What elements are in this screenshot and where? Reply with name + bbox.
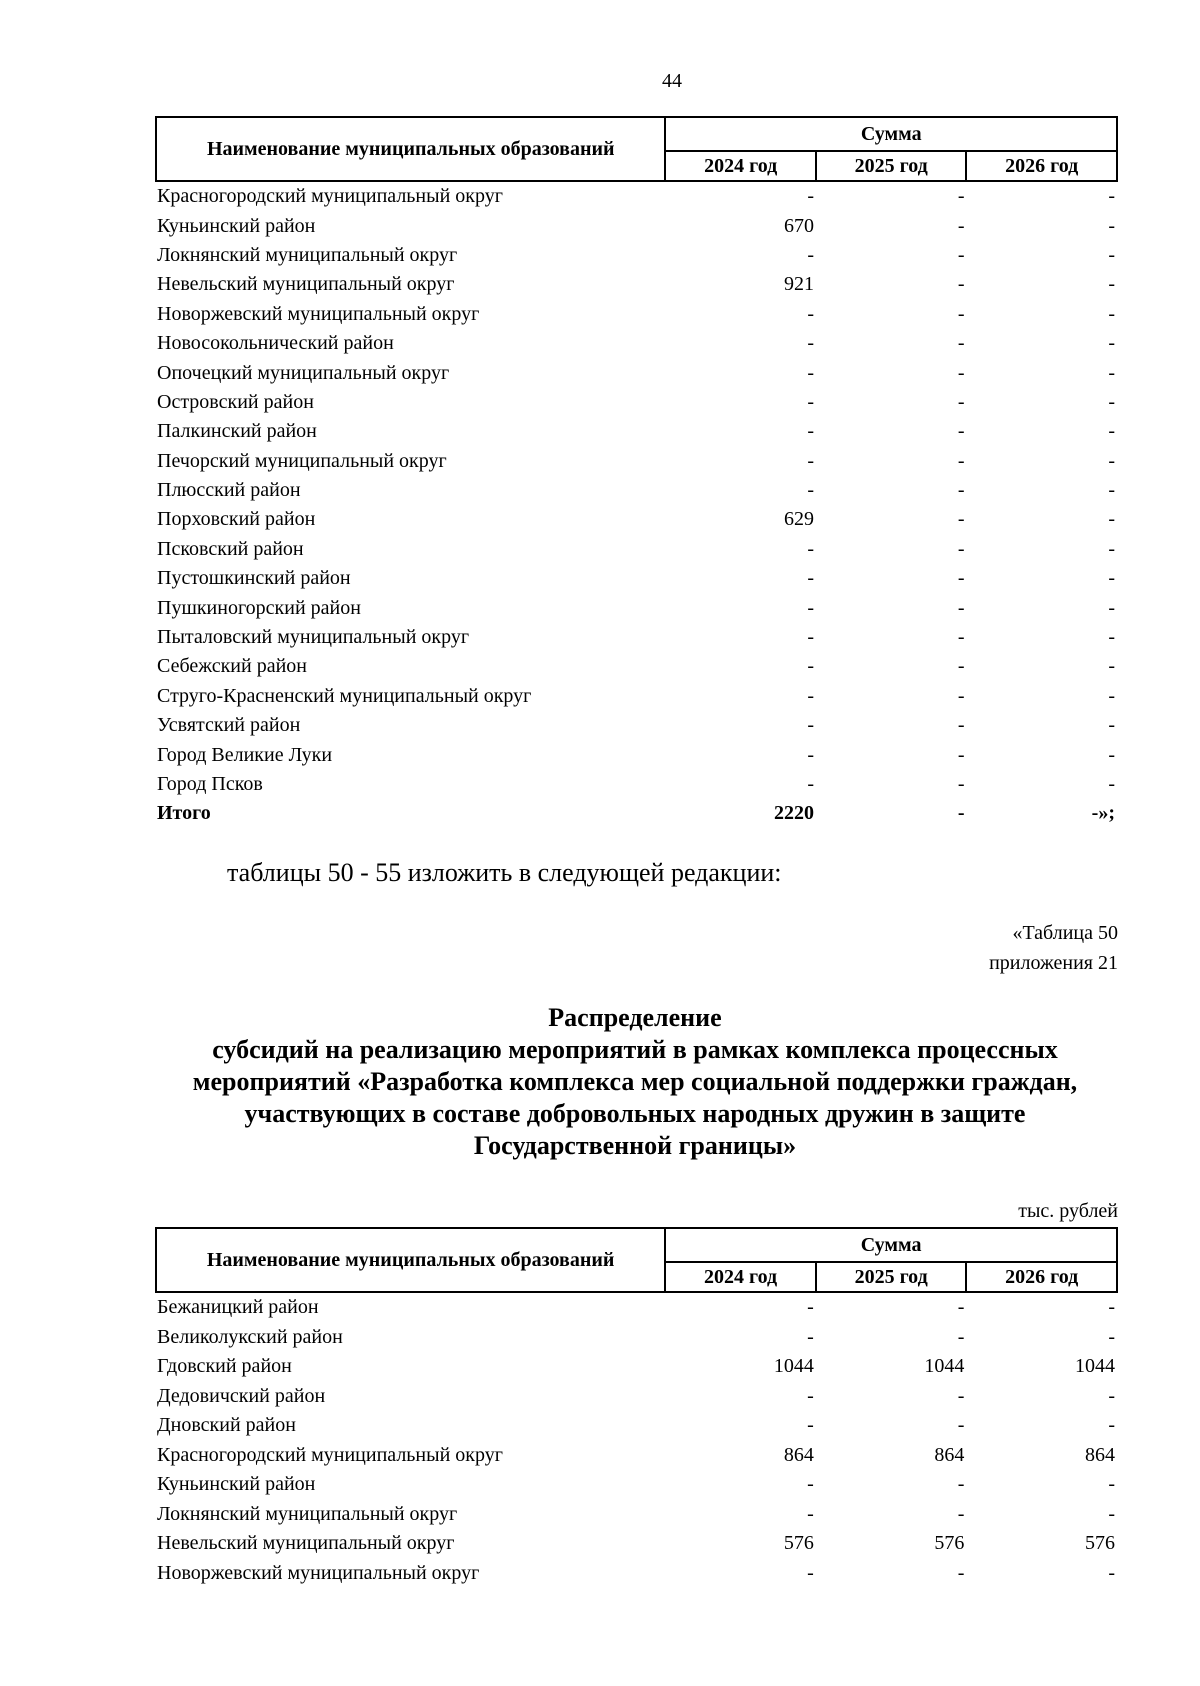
value-2025-cell: - <box>957 273 965 296</box>
value-2026-cell: - <box>1108 185 1115 208</box>
value-2026-cell: - <box>1108 508 1115 531</box>
value-2026-cell: - <box>1108 714 1115 737</box>
value-2026-cell: - <box>1108 449 1115 472</box>
value-2025-cell: - <box>957 537 965 560</box>
value-2026-cell: - <box>1108 596 1115 619</box>
table-row <box>156 1470 1117 1500</box>
value-2026-cell: - <box>1108 1473 1115 1496</box>
table-row <box>156 564 1117 593</box>
value-2024-cell: 864 <box>783 1443 814 1466</box>
table-row <box>156 447 1117 476</box>
value-2024-cell: 1044 <box>773 1355 814 1378</box>
municipality-cell: Новосокольнический район <box>157 332 394 355</box>
municipality-cell: Великолукский район <box>157 1325 343 1348</box>
value-2024-cell: 921 <box>783 273 814 296</box>
table-row <box>156 1441 1117 1471</box>
value-2025-cell: - <box>957 1384 965 1407</box>
value-2026-cell: - <box>1108 1384 1115 1407</box>
value-2025-cell: - <box>957 684 965 707</box>
value-2025-cell: - <box>957 1561 965 1584</box>
table-reference-number: «Таблица 50 <box>1012 922 1118 944</box>
value-2024-cell: - <box>807 1502 814 1525</box>
value-2026-cell: 864 <box>1085 1443 1115 1466</box>
table-row <box>156 1292 1117 1323</box>
value-2024-cell: - <box>807 420 814 443</box>
value-2024-cell: - <box>807 567 814 590</box>
value-2026-cell: - <box>1108 567 1115 590</box>
table-row <box>156 300 1117 329</box>
municipality-cell: Дновский район <box>157 1414 296 1437</box>
municipality-cell: Куньинский район <box>157 214 316 237</box>
column-header-sum: Сумма <box>665 117 1117 151</box>
value-2025-cell: - <box>957 479 965 502</box>
value-2024-cell: - <box>807 479 814 502</box>
table-row <box>156 1500 1117 1530</box>
title-line: Государственной границы» <box>473 1131 797 1160</box>
value-2026-cell: 1044 <box>1075 1355 1115 1378</box>
table-row <box>156 388 1117 417</box>
value-2025-cell: - <box>957 1414 965 1437</box>
value-2024-cell: - <box>807 537 814 560</box>
column-header-2026: 2026 год <box>966 1262 1117 1292</box>
municipality-cell: Новоржевский муниципальный округ <box>157 302 480 325</box>
value-2025-cell: 1044 <box>924 1355 965 1378</box>
value-2024-cell: - <box>807 773 814 795</box>
value-2025-cell: - <box>957 508 965 531</box>
column-header-2024: 2024 год <box>665 1262 816 1292</box>
table-row <box>156 181 1117 211</box>
value-2025-cell: 576 <box>934 1532 965 1555</box>
municipality-cell: Струго-Красненский муниципальный округ <box>157 684 532 707</box>
table-body <box>156 1292 1117 1588</box>
column-header-2025: 2025 год <box>816 1262 967 1292</box>
value-2025-cell: - <box>957 1325 965 1348</box>
table-row <box>156 476 1117 505</box>
value-2024-cell: - <box>807 1561 814 1584</box>
value-2026-cell: - <box>1108 626 1115 649</box>
value-2025-cell: - <box>957 214 965 237</box>
value-2026-cell: - <box>1108 361 1115 384</box>
value-2026-cell: - <box>1108 332 1115 355</box>
value-2025-cell: - <box>957 243 965 266</box>
table-row <box>156 1382 1117 1412</box>
value-2026-cell: - <box>1108 537 1115 560</box>
value-2025-cell: - <box>957 714 965 737</box>
value-2024-cell: 629 <box>783 508 814 531</box>
table-row <box>156 211 1117 240</box>
table-row <box>156 1559 1117 1589</box>
units-label: тыс. рублей <box>1018 1200 1118 1222</box>
value-2026-cell: - <box>1108 1414 1115 1437</box>
value-2024-cell: - <box>807 361 814 384</box>
municipality-cell: Пустошкинский район <box>157 567 351 590</box>
value-2024-cell: - <box>807 302 814 325</box>
municipality-cell: Невельский муниципальный округ <box>157 273 455 296</box>
value-2026-cell: - <box>1108 243 1115 266</box>
value-2025-cell: - <box>957 802 965 825</box>
value-2026-cell: - <box>1108 420 1115 443</box>
table-row <box>156 270 1117 299</box>
municipality-cell: Город Великие Луки <box>157 743 333 766</box>
value-2025-cell: - <box>957 185 965 208</box>
table-row <box>156 740 1117 769</box>
column-header-2026: 2026 год <box>966 151 1117 181</box>
municipality-cell: Порховский район <box>157 508 316 531</box>
subsidy-table-previous <box>155 116 1118 829</box>
municipality-cell: Опочецкий муниципальный округ <box>157 361 450 384</box>
municipality-cell: Куньинский район <box>157 1473 316 1496</box>
table-row <box>156 711 1117 740</box>
municipality-cell: Город Псков <box>157 773 263 795</box>
value-2026-cell: - <box>1108 1561 1115 1584</box>
table-row <box>156 1323 1117 1353</box>
municipality-cell: Печорский муниципальный округ <box>157 449 447 472</box>
value-2024-cell: - <box>807 1296 814 1319</box>
table-row <box>156 593 1117 622</box>
municipality-cell: Пыталовский муниципальный округ <box>157 626 470 649</box>
title-line: субсидий на реализацию мероприятий в рамках комплекса процессных <box>212 1035 1058 1064</box>
municipality-cell: Локнянский муниципальный округ <box>157 243 458 266</box>
municipality-cell: Плюсский район <box>157 479 301 502</box>
value-2026-cell: - <box>1108 1296 1115 1319</box>
value-2025-cell: - <box>957 567 965 590</box>
value-2026-cell: - <box>1108 1325 1115 1348</box>
title-line: участвующих в составе добровольных народных дружин в защите <box>244 1099 1026 1128</box>
value-2024-cell: - <box>807 390 814 413</box>
value-2026-cell: - <box>1108 773 1115 795</box>
value-2024-cell: - <box>807 684 814 707</box>
value-2025-cell: - <box>957 332 965 355</box>
value-2024-cell: - <box>807 243 814 266</box>
value-2026-cell: - <box>1108 390 1115 413</box>
value-2024-cell: - <box>807 1325 814 1348</box>
table-row <box>156 623 1117 652</box>
value-2025-cell: - <box>957 420 965 443</box>
column-header-municipality: Наименование муниципальных образований <box>156 117 665 181</box>
value-2024-cell: - <box>807 1414 814 1437</box>
table-body <box>156 181 1117 829</box>
column-header-sum: Сумма <box>665 1228 1117 1262</box>
municipality-cell: Красногородский муниципальный округ <box>157 1443 503 1466</box>
title-line: Распределение <box>548 1003 722 1032</box>
municipality-cell: Новоржевский муниципальный округ <box>157 1561 480 1584</box>
value-2026-cell: -»; <box>1091 802 1115 825</box>
table-row <box>156 1352 1117 1382</box>
table-row <box>156 417 1117 446</box>
document-title <box>145 1002 1125 1162</box>
municipality-cell: Красногородский муниципальный округ <box>157 185 503 208</box>
table-row <box>156 770 1117 799</box>
table-row <box>156 358 1117 387</box>
value-2024-cell: 576 <box>783 1532 814 1555</box>
value-2025-cell: - <box>957 302 965 325</box>
value-2026-cell: - <box>1108 655 1115 678</box>
value-2024-cell: - <box>807 1384 814 1407</box>
table-row <box>156 505 1117 534</box>
column-header-2025: 2025 год <box>816 151 967 181</box>
title-line: мероприятий «Разработка комплекса мер социальной поддержки граждан, <box>192 1067 1078 1096</box>
table-row <box>156 682 1117 711</box>
value-2025-cell: - <box>957 1296 965 1319</box>
value-2024-cell: - <box>807 626 814 649</box>
value-2025-cell: - <box>957 361 965 384</box>
value-2026-cell: - <box>1108 273 1115 296</box>
table-reference <box>989 918 1118 978</box>
table-reference-appendix: приложения 21 <box>989 952 1118 974</box>
table-row <box>156 241 1117 270</box>
value-2026-cell: - <box>1108 743 1115 766</box>
table-row <box>156 329 1117 358</box>
value-2026-cell: - <box>1108 1502 1115 1525</box>
value-2024-cell: 2220 <box>773 802 814 825</box>
column-header-municipality: Наименование муниципальных образований <box>156 1228 665 1292</box>
value-2025-cell: - <box>957 743 965 766</box>
total-row <box>156 799 1117 828</box>
municipality-cell: Локнянский муниципальный округ <box>157 1502 458 1525</box>
table-row <box>156 1411 1117 1441</box>
subsidy-table-50 <box>155 1227 1118 1588</box>
table-row <box>156 1529 1117 1559</box>
municipality-cell: Псковский район <box>157 537 304 560</box>
value-2025-cell: - <box>957 1502 965 1525</box>
municipality-cell: Гдовский район <box>157 1355 292 1378</box>
value-2024-cell: 670 <box>783 214 814 237</box>
instruction-text: таблицы 50 - 55 изложить в следующей редакции: <box>227 858 782 887</box>
municipality-cell: Невельский муниципальный округ <box>157 1532 455 1555</box>
value-2025-cell: - <box>957 655 965 678</box>
value-2024-cell: - <box>807 1473 814 1496</box>
value-2024-cell: - <box>807 185 814 208</box>
municipality-cell: Островский район <box>157 390 314 413</box>
value-2025-cell: 864 <box>934 1443 965 1466</box>
table-row <box>156 652 1117 681</box>
municipality-cell: Бежаницкий район <box>157 1296 319 1319</box>
municipality-cell: Итого <box>157 802 211 825</box>
value-2026-cell: 576 <box>1085 1532 1115 1555</box>
value-2025-cell: - <box>957 596 965 619</box>
value-2024-cell: - <box>807 596 814 619</box>
value-2025-cell: - <box>957 449 965 472</box>
value-2025-cell: - <box>957 773 965 795</box>
value-2026-cell: - <box>1108 479 1115 502</box>
value-2024-cell: - <box>807 332 814 355</box>
page-number: 44 <box>662 70 682 92</box>
value-2024-cell: - <box>807 714 814 737</box>
value-2025-cell: - <box>957 626 965 649</box>
value-2026-cell: - <box>1108 302 1115 325</box>
value-2025-cell: - <box>957 390 965 413</box>
value-2024-cell: - <box>807 743 814 766</box>
value-2026-cell: - <box>1108 684 1115 707</box>
municipality-cell: Палкинский район <box>157 420 317 443</box>
municipality-cell: Усвятский район <box>157 714 301 737</box>
municipality-cell: Пушкиногорский район <box>157 596 361 619</box>
column-header-2024: 2024 год <box>665 151 816 181</box>
municipality-cell: Себежский район <box>157 655 307 678</box>
value-2024-cell: - <box>807 449 814 472</box>
value-2025-cell: - <box>957 1473 965 1496</box>
table-row <box>156 535 1117 564</box>
value-2024-cell: - <box>807 655 814 678</box>
municipality-cell: Дедовичский район <box>157 1384 326 1407</box>
value-2026-cell: - <box>1108 214 1115 237</box>
